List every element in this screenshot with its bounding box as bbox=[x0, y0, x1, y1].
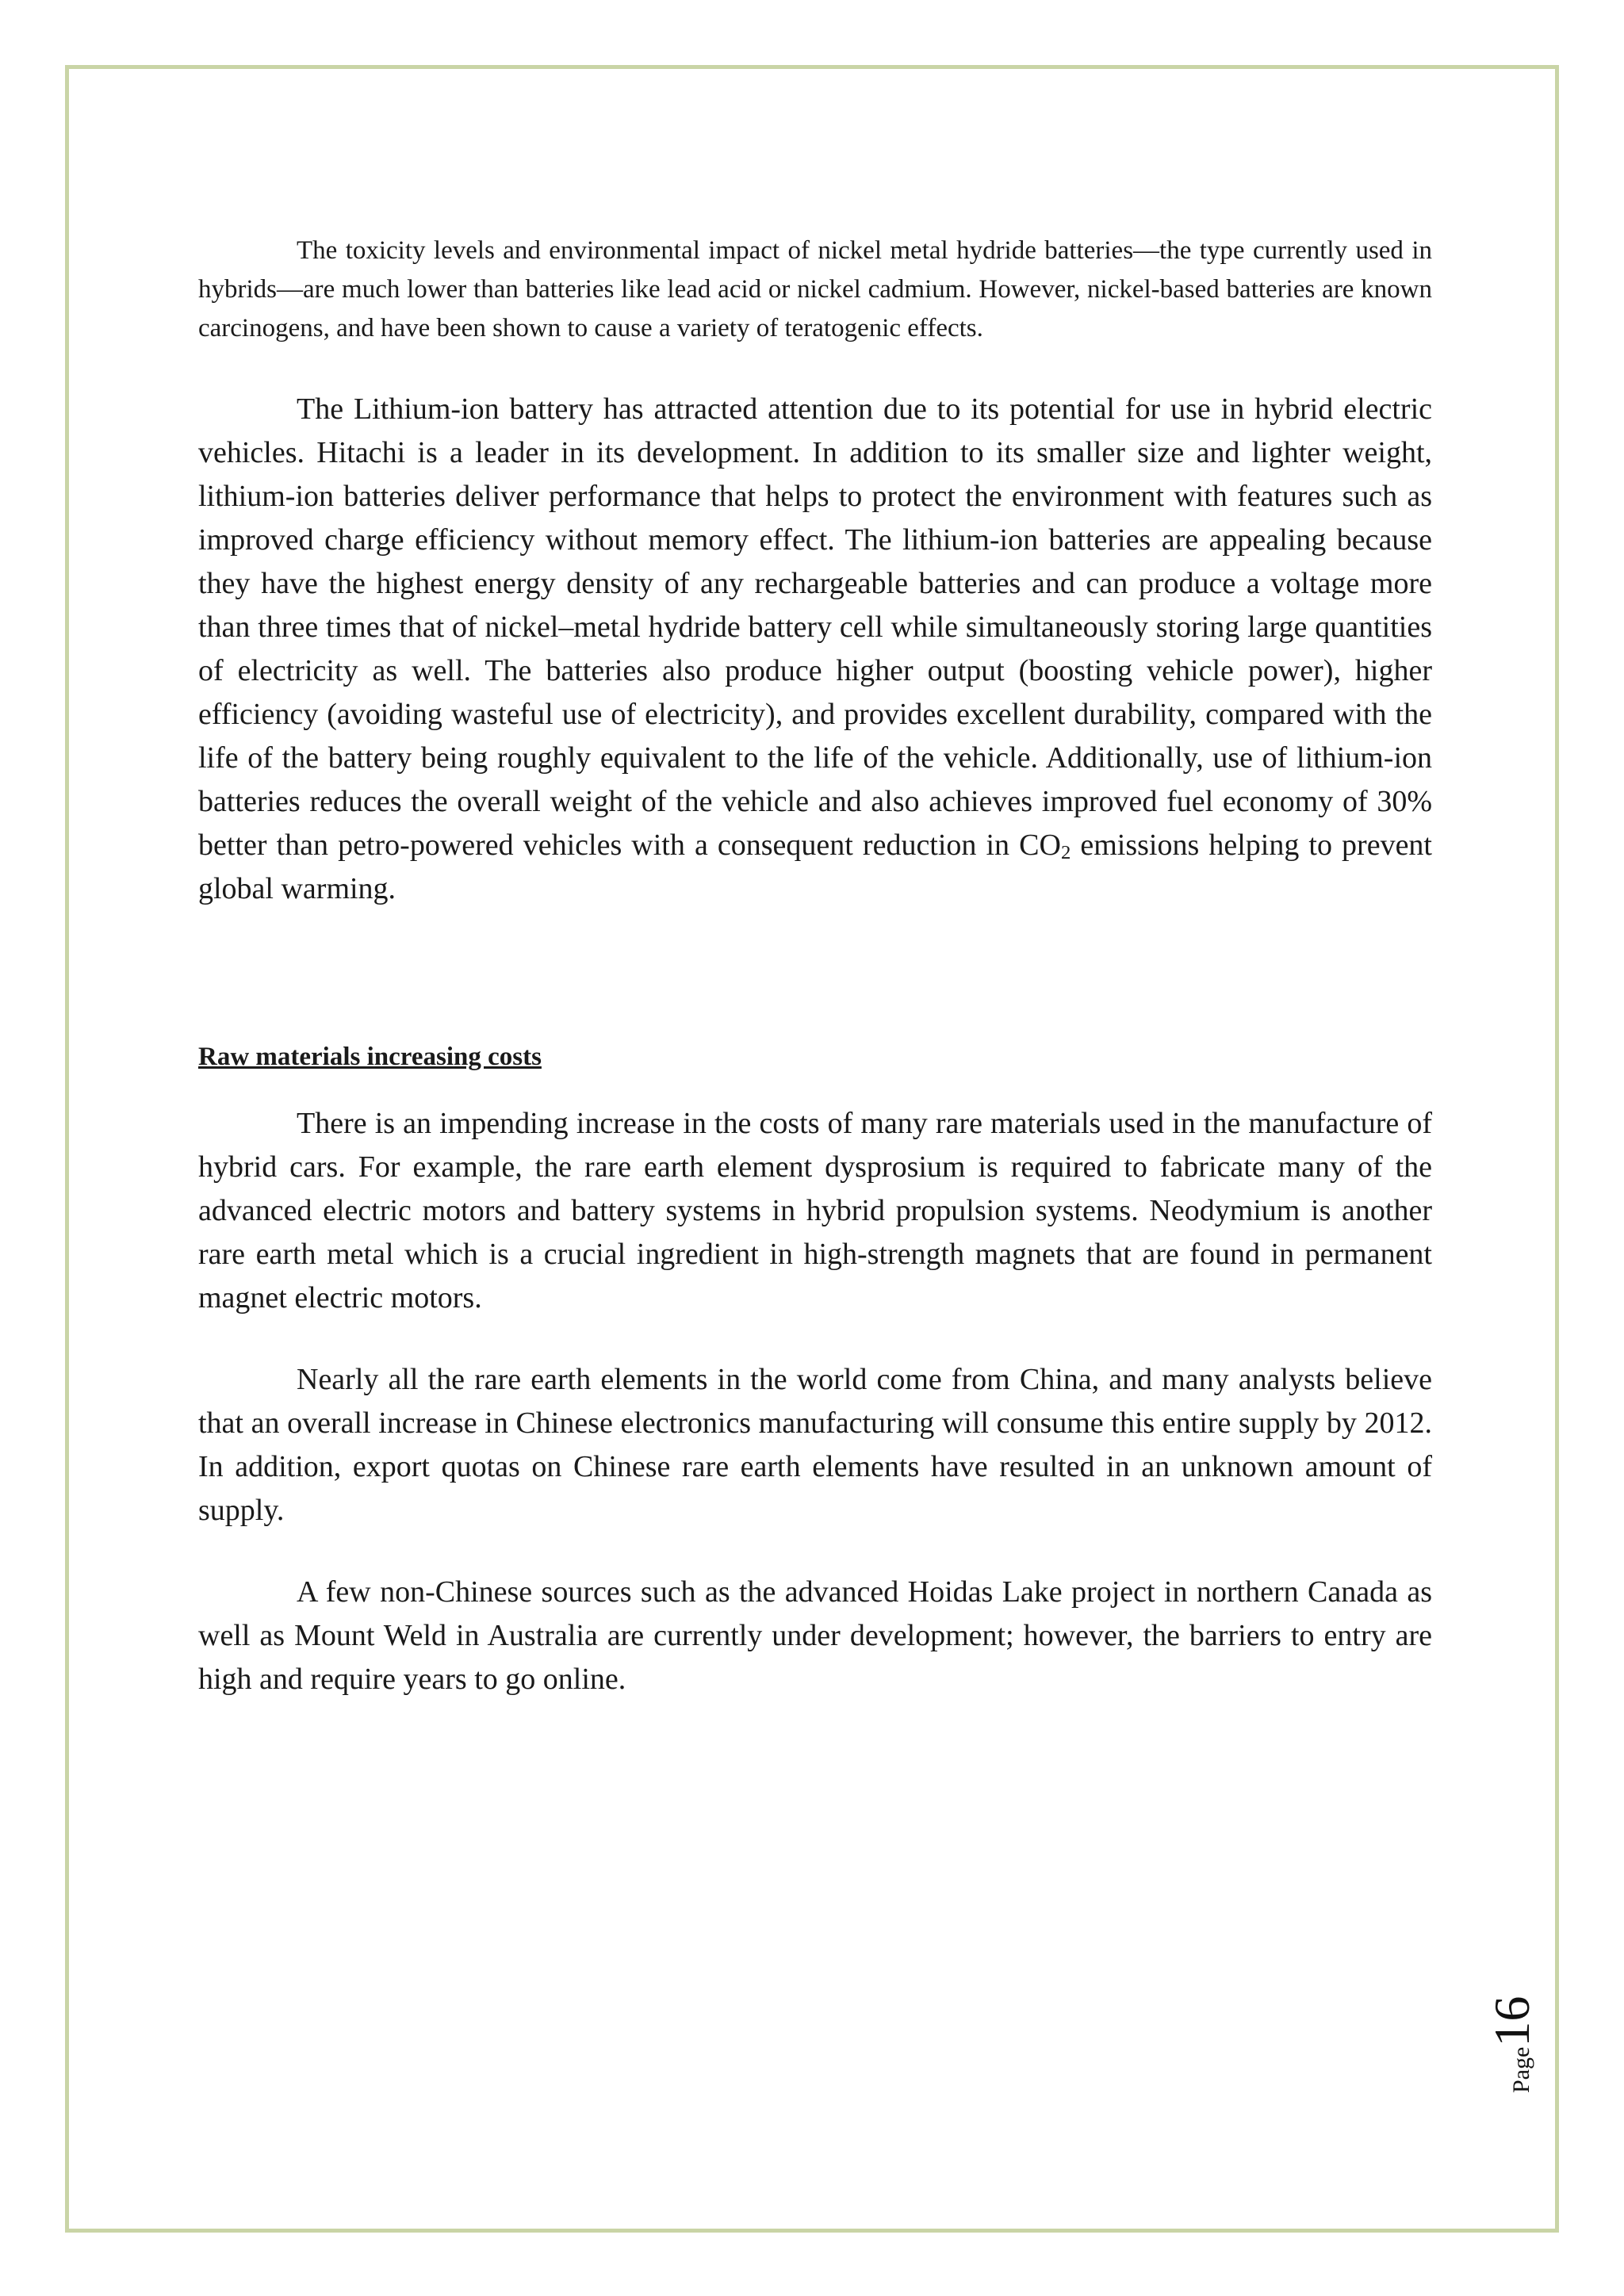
page-number bbox=[1483, 1996, 1542, 2093]
page-label: Page bbox=[1508, 2046, 1534, 2093]
paragraph-china: Nearly all the rare earth elements in the world come from China, and many analysts believe that an overall increase in Chinese electronics manufacturing will consume this entire supply by 2012. In addition, export quotas on Chinese rare earth elements have resulted in an unknown amount of supply. bbox=[198, 1363, 1432, 1527]
paragraph-toxicity: The toxicity levels and environmental impact of nickel metal hydride batteries—the type currently used in hybrids—are much lower than batteries like lead acid or nickel cadmium. However, nickel-based batteries are known carcinogens, and have been shown to cause a variety of teratogenic effects. bbox=[198, 236, 1432, 342]
lithium-text-end: emissions helping to prevent global warming. bbox=[198, 828, 1432, 905]
paragraph-non-chinese: A few non-Chinese sources such as the advanced Hoidas Lake project in northern Canada as well as Mount Weld in Australia are currently under development; however, the barriers to entry are high and require years to go online. bbox=[198, 1575, 1432, 1696]
paragraph-lithium-ion bbox=[198, 388, 1432, 911]
co2-subscript: 2 bbox=[1060, 841, 1071, 863]
page-number-value: 16 bbox=[1484, 1996, 1540, 2047]
document-body bbox=[198, 232, 1432, 1701]
lithium-text: The Lithium-ion battery has attracted attention due to its potential for use in hybrid electric vehicles. Hitachi is a leader in its development. In addition to its smaller size and lighter weight, lithium-ion batteries deliver performance that helps to protect the environment with features such as improved charge efficiency without memory effect. The lithium-ion batteries are appealing because they have the highest energy density of any rechargeable batteries and can produce a voltage more than three times that of nickel–metal hydride battery cell while simultaneously storing large quantities of electricity as well. The batteries also produce higher output (boosting vehicle power), higher efficiency (avoiding wasteful use of electricity), and provides excellent durability, compared with the life of the battery being roughly equivalent to the life of the vehicle. Additionally, use of lithium-ion batteries reduces the overall weight of the vehicle and also achieves improved fuel economy of 30% better than petro-powered vehicles with a consequent reduction in CO bbox=[198, 392, 1432, 862]
section-heading: Raw materials increasing costs bbox=[198, 1043, 542, 1071]
paragraph-rare-materials: There is an impending increase in the costs of many rare materials used in the manufacture of hybrid cars. For example, the rare earth element dysprosium is required to fabricate many of the advanced electric motors and battery systems in hybrid propulsion systems. Neodymium is another rare earth metal which is a crucial ingredient in high-strength magnets that are found in permanent magnet electric motors. bbox=[198, 1107, 1432, 1314]
